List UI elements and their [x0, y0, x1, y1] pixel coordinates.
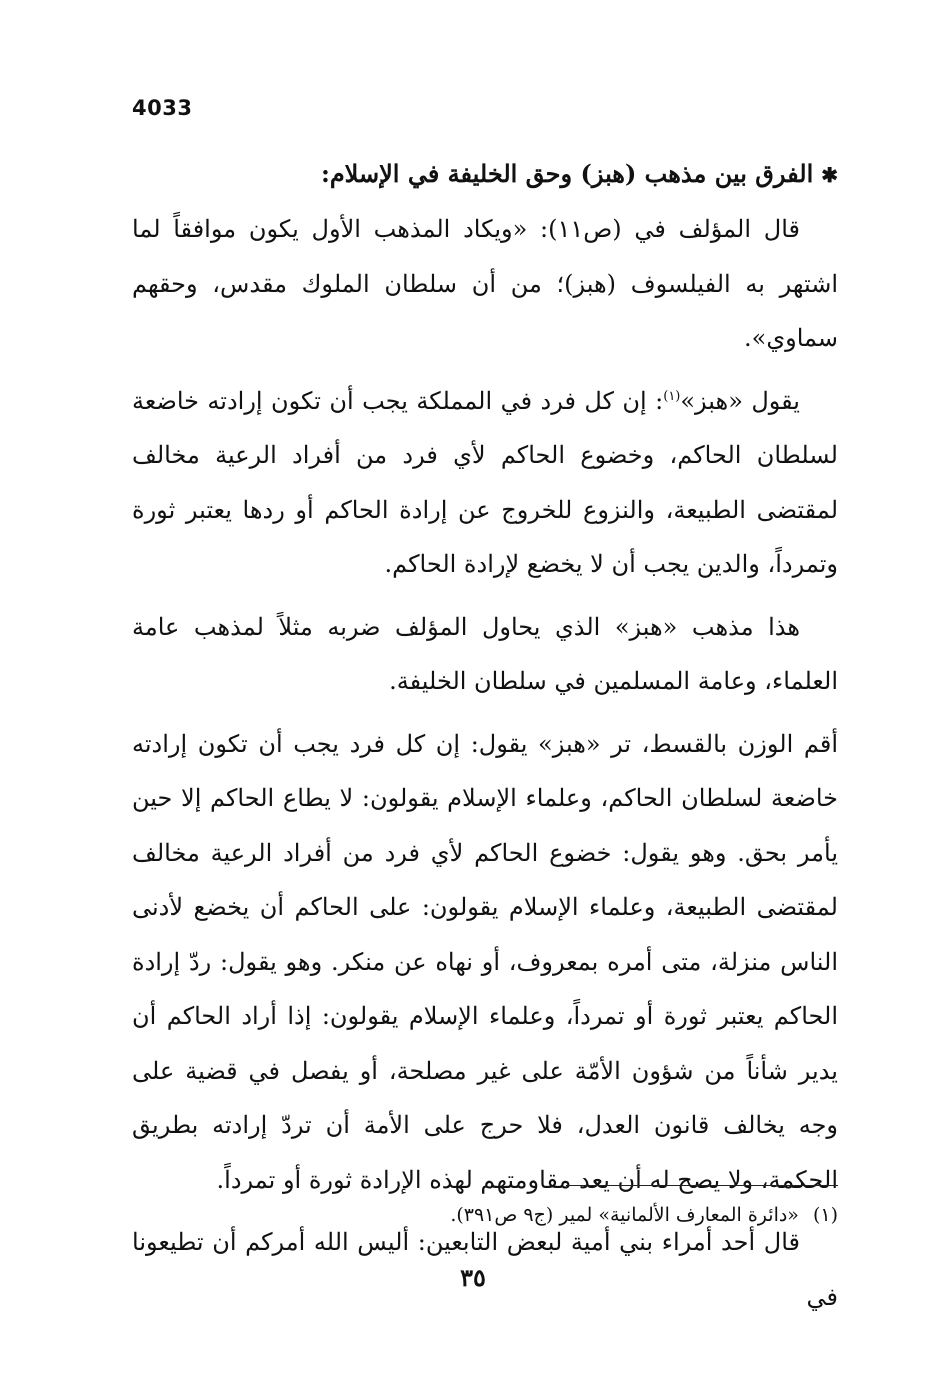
page-id: 4033 — [132, 96, 193, 120]
paragraph-hobbes-rest: : إن كل فرد في المملكة يجب أن تكون إرادته خاضعة لسلطان الحاكم، وخضوع الحاكم لأي فرد من أفراد الرعية مخالف لمقتضى الطبيعة، والنزوع للخروج عن إرادة الحاكم أو ردها يعتبر ثورة وتمرداً، والدين يجب أن لا يخضع لإرادة الحاكم. — [132, 386, 838, 578]
footnote-text: «دائرة المعارف الألمانية» لمير (ج٩ ص٣٩١). — [450, 1204, 799, 1226]
body-text — [132, 146, 838, 1324]
paragraph-hobbes — [132, 374, 838, 592]
paragraph-hobbes-start: يقول «هبز» — [680, 386, 800, 415]
footnote-reference[interactable]: (١) — [663, 388, 681, 404]
paragraph-author: هذا مذهب «هبز» الذي يحاول المؤلف ضربه مثلاً لمذهب عامة العلماء، وعامة المسلمين في سلطان الخليفة. — [132, 612, 838, 695]
footnote — [132, 1198, 838, 1232]
section-heading — [132, 146, 838, 202]
paragraph-quote: قال المؤلف في (ص١١): «ويكاد المذهب الأول يكون موافقاً لما اشتهر به الفيلسوف (هبز)؛ من أن سلطان الملوك مقدس، وحقهم سماوي». — [132, 215, 838, 352]
page-number: ٣٥ — [460, 1263, 486, 1292]
heading-text: الفرق بين مذهب (هبز) وحق الخليفة في الإسلام: — [320, 159, 814, 188]
heading-marker: ✱ — [821, 163, 838, 187]
paragraph-umayyad: قال أحد أمراء بني أمية لبعض التابعين: أليس الله أمركم أن تطيعونا في — [132, 1228, 838, 1311]
footnote-number: (١) — [812, 1204, 838, 1226]
footnote-divider — [566, 1185, 838, 1186]
paragraph-comparison: أقم الوزن بالقسط، تر «هبز» يقول: إن كل فرد يجب أن تكون إرادته خاضعة لسلطان الحاكم، وعلماء الإسلام يقولون: لا يطاع الحاكم إلا حين يأمر بحق. وهو يقول: خضوع الحاكم لأي فرد من أفراد الرعية مخالف لمقتضى الطبيعة، وعلماء الإسلام يقولون: على الحاكم أن يخضع لأدنى الناس منزلة، متى أمره بمعروف، أو نهاه عن منكر. وهو يقول: ردّ إرادة الحاكم يعتبر ثورة أو تمرداً، وعلماء الإسلام يقولون: إذا أراد الحاكم أن يدير شأناً من شؤون الأمّة على غير مصلحة، أو يفصل في قضية على وجه يخالف قانون العدل، فلا حرج على الأمة أن تردّ إرادته بطريق الحكمة، ولا يصح له أن يعد مقاومتهم لهذه الإرادة ثورة أو تمرداً. — [132, 729, 838, 1194]
